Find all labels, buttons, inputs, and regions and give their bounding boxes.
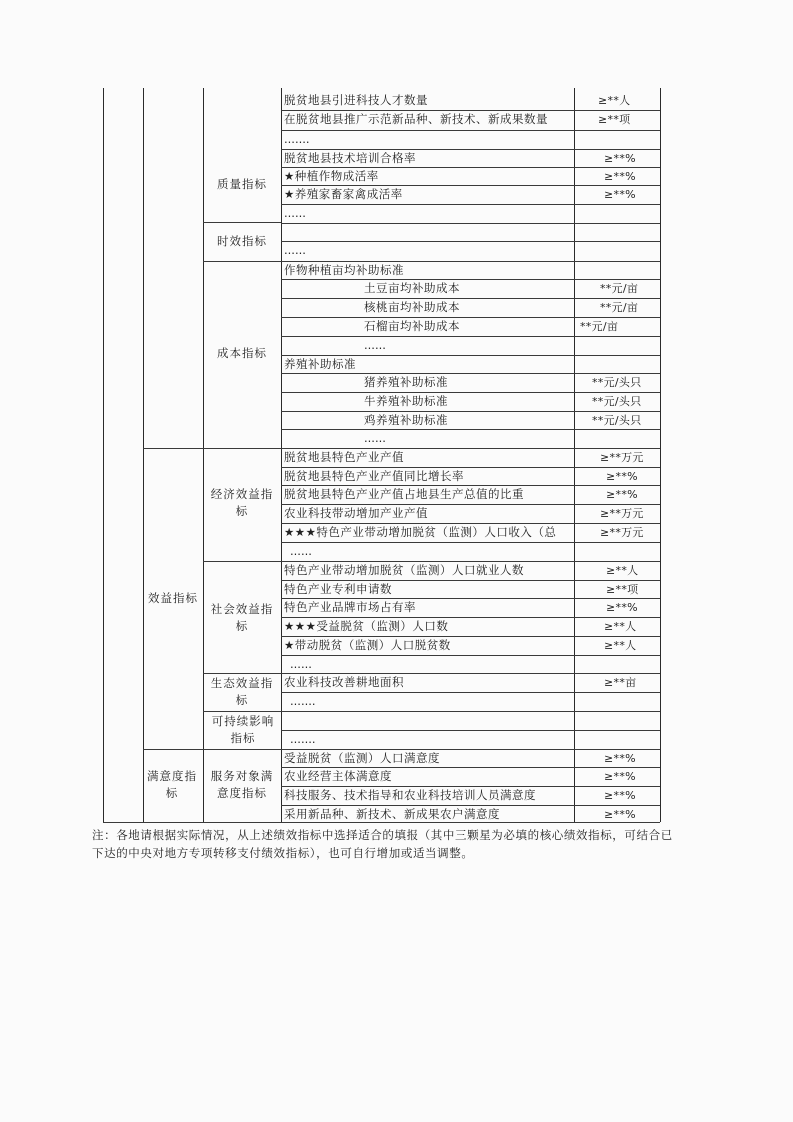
indicator-cell: ★★★特色产业带动增加脱贫（监测）人口收入（总: [284, 525, 557, 539]
category-benefit: 效益指标: [148, 591, 198, 605]
row-divider: [281, 429, 660, 430]
target-value-cell: ≥**%: [604, 770, 636, 783]
target-value-cell: ≥**亩: [604, 676, 637, 689]
target-value-cell: ≥**%: [604, 170, 636, 183]
target-value-cell: ≥**%: [604, 808, 636, 821]
indicator-cell: 石榴亩均补助成本: [364, 319, 460, 333]
row-divider: [281, 730, 660, 731]
indicator-cell: 特色产业品牌市场占有率: [284, 600, 416, 614]
indicator-cell: 受益脱贫（监测）人口满意度: [284, 751, 440, 765]
target-value-cell: ≥**人: [598, 94, 631, 107]
indicator-cell: ......: [284, 206, 306, 220]
row-divider: [281, 223, 660, 224]
target-value-cell: **元/亩: [600, 282, 639, 295]
group-divider: [203, 561, 281, 562]
indicator-cell: ......: [364, 338, 386, 352]
indicator-cell: 脱贫地县特色产业产值占地县生产总值的比重: [284, 487, 524, 501]
category-ecological: 生态效益指标: [210, 676, 274, 707]
target-value-cell: ≥**%: [604, 188, 636, 201]
table-border-right: [660, 88, 661, 822]
group-divider: [203, 261, 281, 262]
indicator-cell: ......: [290, 657, 312, 671]
indicator-cell: .......: [290, 732, 316, 746]
indicator-cell: 脱贫地县引进科技人才数量: [284, 93, 428, 107]
indicator-cell: .......: [290, 694, 316, 708]
indicator-cell: 采用新品种、新技术、新成果农户满意度: [284, 807, 500, 821]
category-social: 社会效益指标: [210, 602, 274, 633]
target-value-cell: ≥**%: [606, 488, 638, 501]
group-divider: [143, 448, 281, 449]
row-divider: [281, 241, 660, 242]
target-value-cell: ≥**人: [606, 564, 639, 577]
indicator-cell: 农业经营主体满意度: [284, 769, 392, 783]
category-economic: 经济效益指标: [210, 487, 274, 518]
row-divider: [281, 692, 660, 693]
indicator-cell: 农业科技改善耕地面积: [284, 675, 404, 689]
target-value-cell: ≥**%: [604, 152, 636, 165]
target-value-cell: ≥**%: [606, 470, 638, 483]
row-divider: [281, 542, 660, 543]
indicator-cell: 农业科技带动增加产业产值: [284, 506, 428, 520]
target-value-cell: ≥**万元: [600, 451, 644, 464]
group-divider: [143, 749, 281, 750]
category-cost: 成本指标: [217, 346, 267, 360]
indicator-cell: ......: [284, 243, 306, 257]
target-value-cell: ≥**%: [604, 752, 636, 765]
indicator-cell: ★养殖家畜家禽成活率: [284, 187, 403, 201]
indicator-cell: ★★★受益脱贫（监测）人口数: [284, 619, 449, 633]
indicator-cell: 脱贫地县技术培训合格率: [284, 151, 416, 165]
target-value-cell: **元/头只: [592, 395, 642, 408]
indicator-cell: 脱贫地县特色产业产值: [284, 450, 404, 464]
indicator-cell: 猪养殖补助标准: [364, 375, 448, 389]
category-satisfaction: 满意度指标: [147, 769, 197, 800]
indicator-cell: ★带动脱贫（监测）人口脱贫数: [284, 638, 451, 652]
indicator-cell: .......: [284, 132, 310, 146]
indicator-cell: ......: [290, 544, 312, 558]
group-divider: [203, 711, 281, 712]
indicator-cell: 核桃亩均补助成本: [364, 300, 460, 314]
indicator-cell: 特色产业带动增加脱贫（监测）人口就业人数: [284, 563, 524, 577]
target-value-cell: **元/亩: [600, 301, 639, 314]
indicator-cell: 养殖补助标准: [284, 357, 356, 371]
target-value-cell: **元/头只: [592, 376, 642, 389]
row-divider: [281, 130, 660, 131]
target-value-cell: ≥**项: [606, 583, 639, 596]
category-service-satisfaction: 服务对象满意度指标: [210, 769, 274, 800]
target-value-cell: ≥**人: [604, 620, 637, 633]
indicator-cell: 脱贫地县特色产业产值同比增长率: [284, 469, 464, 483]
group-divider: [203, 222, 281, 223]
row-divider: [281, 336, 660, 337]
indicator-cell: 在脱贫地县推广示范新品种、新技术、新成果数量: [284, 112, 548, 126]
category-sustainable: 可持续影响指标: [211, 714, 275, 745]
indicator-cell: 鸡养殖补助标准: [364, 413, 448, 427]
table-border-left: [103, 88, 104, 822]
indicator-cell: ......: [364, 431, 386, 445]
group-divider: [203, 673, 281, 674]
target-value-cell: ≥**项: [598, 113, 631, 126]
indicator-cell: 特色产业专利申请数: [284, 582, 392, 596]
indicator-cell: 牛养殖补助标准: [364, 394, 448, 408]
footnote: 注：各地请根据实际情况，从上述绩效指标中选择适合的填报（其中三颗星为必填的核心绩效指标，可结合已下达的中央对地方专项转移支付绩效指标），也可自行增加或适当调整。: [92, 828, 673, 860]
target-value-cell: ≥**人: [604, 639, 637, 652]
indicator-cell: 作物种植亩均补助标准: [284, 263, 404, 277]
category-timeliness: 时效指标: [217, 234, 267, 248]
table-col-divider-1: [143, 88, 144, 822]
indicator-cell: 科技服务、技术指导和农业科技培训人员满意度: [284, 788, 536, 802]
row-divider: [281, 711, 660, 712]
target-value-cell: ≥**%: [606, 601, 638, 614]
category-quality: 质量指标: [217, 177, 267, 191]
row-divider: [281, 204, 660, 205]
indicator-cell: ★种植作物成活率: [284, 169, 379, 183]
target-value-cell: ≥**万元: [600, 507, 644, 520]
target-value-cell: **元/亩: [580, 320, 619, 333]
row-divider: [281, 655, 660, 656]
target-value-cell: ≥**万元: [600, 526, 644, 539]
target-value-cell: **元/头只: [592, 414, 642, 427]
target-value-cell: ≥**%: [604, 789, 636, 802]
indicator-cell: 土豆亩均补助成本: [364, 281, 460, 295]
